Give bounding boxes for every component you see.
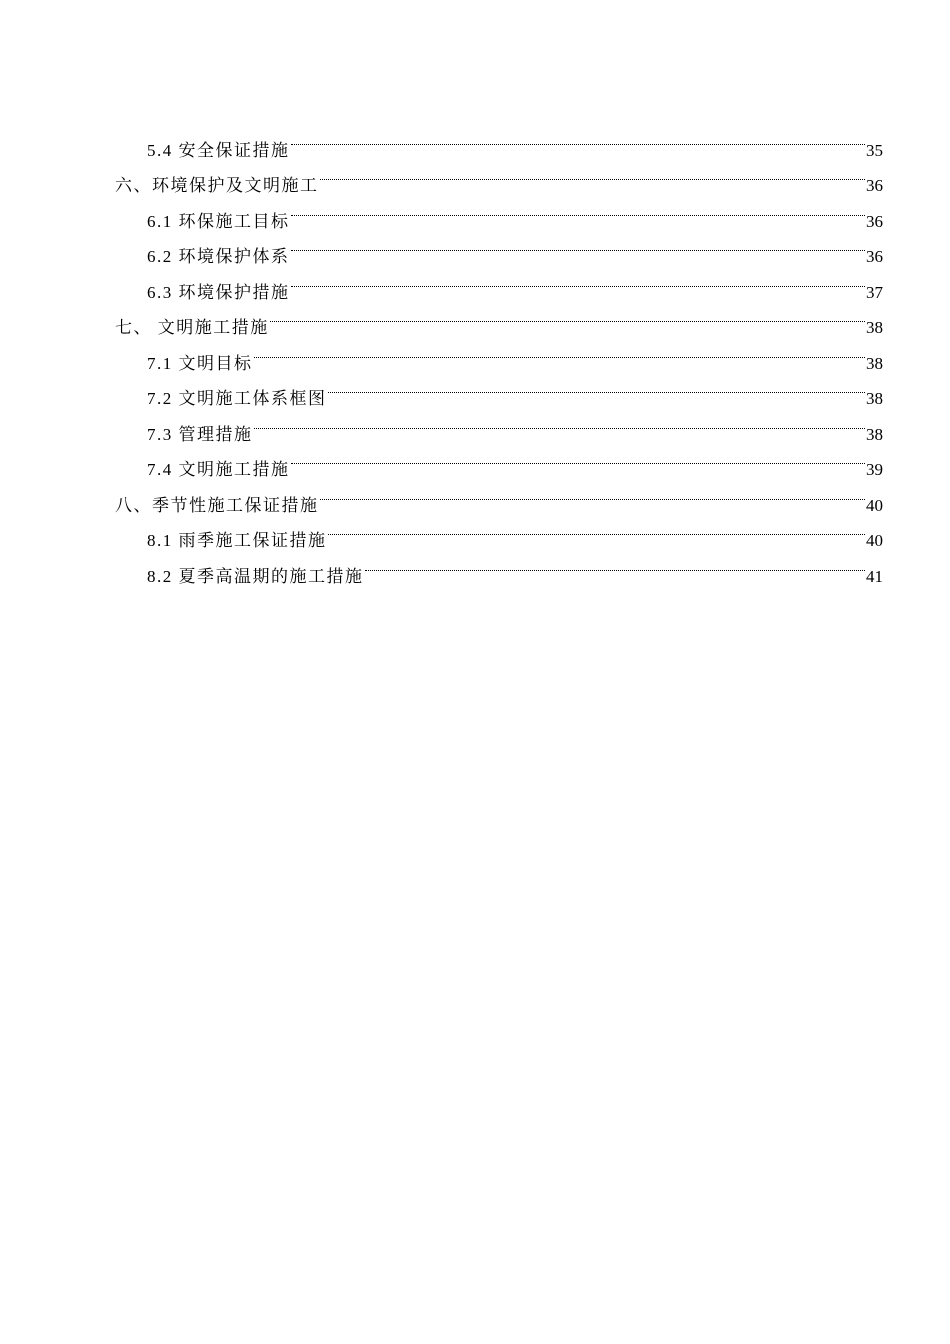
toc-page-number: 38 [866, 353, 883, 373]
toc-dot-leader [291, 227, 866, 263]
toc-dot-leader [291, 262, 866, 298]
toc-page-number: 38 [866, 318, 883, 337]
toc-page-number: 41 [866, 566, 883, 586]
toc-entry[interactable] [147, 546, 883, 586]
toc-entry[interactable] [147, 511, 883, 550]
toc-entry-title: 6.3 环境保护措施 [147, 282, 290, 302]
toc-dot-leader [291, 440, 866, 476]
toc-dot-leader [320, 156, 866, 192]
toc-entry-title: 7.4 文明施工措施 [147, 460, 290, 479]
toc-dot-leader [320, 475, 866, 511]
toc-entry[interactable] [115, 156, 883, 195]
toc-page-number: 37 [866, 282, 883, 302]
toc-entry[interactable] [147, 120, 883, 160]
toc-dot-leader [254, 404, 866, 440]
toc-entry-title: 八、季节性施工保证措施 [115, 495, 319, 515]
toc-entry[interactable] [147, 262, 883, 302]
toc-entry[interactable] [147, 227, 883, 266]
toc-entry[interactable] [147, 440, 883, 479]
toc-entry-title: 6.2 环境保护体系 [147, 247, 290, 266]
toc-dot-leader [291, 120, 866, 156]
toc-entry-title: 5.4 安全保证措施 [147, 140, 290, 160]
toc-entry[interactable] [147, 369, 883, 408]
toc-page-number: 36 [866, 211, 883, 231]
toc-dot-leader [328, 369, 866, 405]
toc-entry-title: 7.2 文明施工体系框图 [147, 389, 327, 408]
toc-entry[interactable] [147, 333, 883, 373]
toc-entry-title: 8.1 雨季施工保证措施 [147, 531, 327, 550]
toc-page-number: 40 [866, 495, 883, 515]
toc-entry-title: 六、环境保护及文明施工 [115, 176, 319, 195]
toc-entry[interactable] [115, 298, 883, 337]
toc-entry-title: 6.1 环保施工目标 [147, 211, 290, 231]
toc-dot-leader [254, 333, 866, 369]
toc-page-number: 40 [866, 531, 883, 550]
toc-dot-leader [365, 546, 866, 582]
toc-page-number: 36 [866, 247, 883, 266]
toc-page-number: 38 [866, 424, 883, 444]
toc-dot-leader [291, 191, 866, 227]
toc-page-number: 36 [866, 176, 883, 195]
table-of-contents [0, 120, 950, 586]
toc-dot-leader [270, 298, 865, 334]
toc-entry[interactable] [115, 475, 883, 515]
toc-page-number: 39 [866, 460, 883, 479]
toc-entry-title: 7.3 管理措施 [147, 424, 253, 444]
toc-entry-title: 7.1 文明目标 [147, 353, 253, 373]
toc-entry[interactable] [147, 191, 883, 231]
toc-dot-leader [328, 511, 866, 547]
toc-page-number: 35 [866, 140, 883, 160]
toc-entry-title: 七、 文明施工措施 [115, 318, 269, 337]
toc-entry-title: 8.2 夏季高温期的施工措施 [147, 566, 364, 586]
toc-page-number: 38 [866, 389, 883, 408]
toc-entry[interactable] [147, 404, 883, 444]
